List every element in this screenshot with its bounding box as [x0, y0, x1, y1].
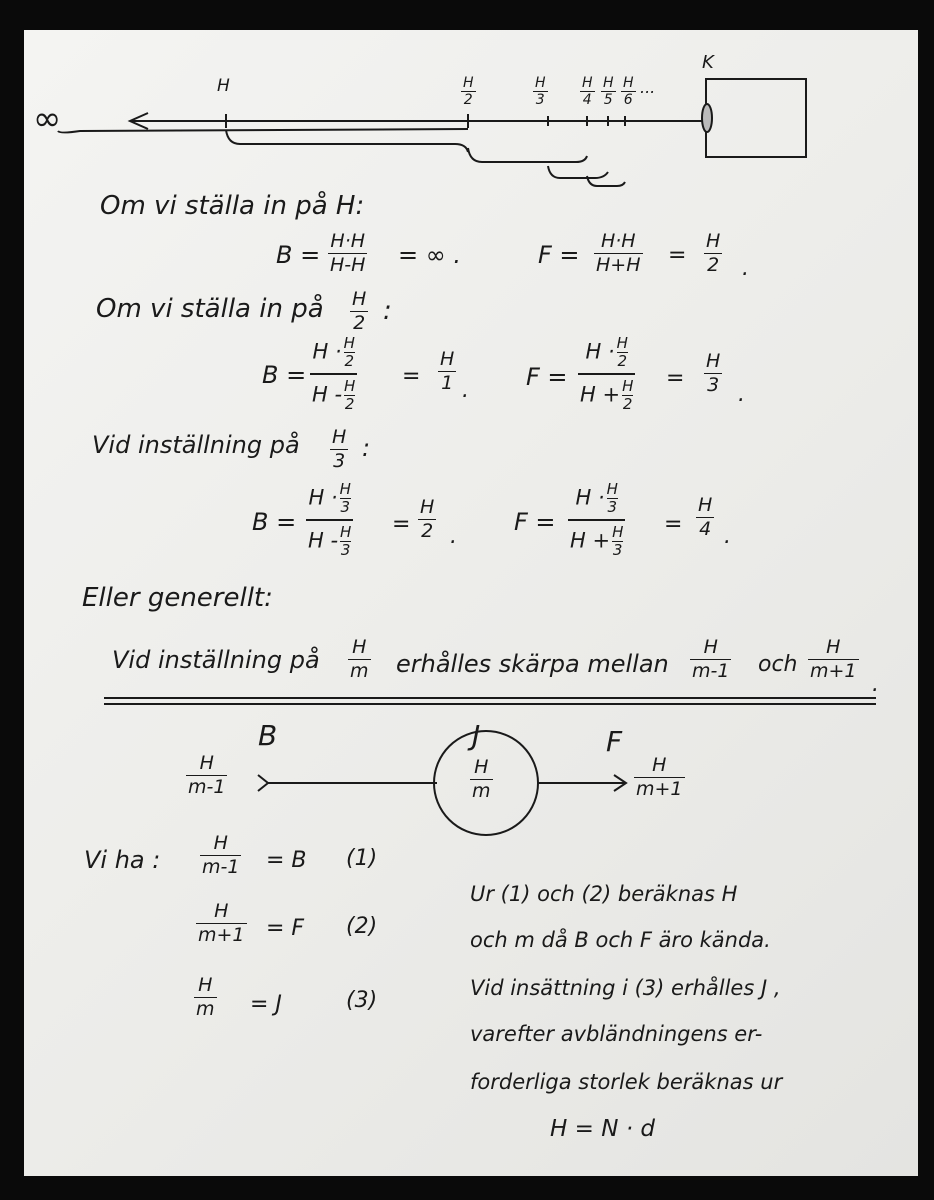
- nested-num: H: [343, 334, 355, 352]
- case-h3-f-result: [696, 496, 714, 539]
- denominator-text: H -: [312, 382, 343, 407]
- nested-fraction: [340, 482, 351, 515]
- fraction-numerator: H: [474, 756, 489, 778]
- nested-num: H: [340, 523, 352, 541]
- case-h3-f-lhs: F =: [514, 508, 556, 536]
- nested-num: H: [622, 377, 634, 395]
- diagram-label-f: F: [606, 725, 623, 758]
- nested-num: H: [606, 480, 618, 498]
- tick-label-h: [217, 78, 230, 95]
- fraction-denominator: 1: [441, 372, 454, 394]
- fraction-numerator: [306, 482, 352, 515]
- case-h-f-result: [704, 232, 722, 275]
- tick-label-h3-den: 3: [535, 92, 545, 108]
- tick-label-h2-den: 2: [463, 92, 473, 108]
- nested-den: 3: [340, 498, 350, 516]
- general-fraction-h-m-plus-1: [808, 638, 859, 681]
- equation-1-fraction: [200, 834, 241, 877]
- tick-label-h5: [601, 76, 616, 107]
- case-h3-f-eq: =: [664, 512, 683, 537]
- nested-num: H: [344, 377, 356, 395]
- fraction-denominator: [568, 525, 625, 558]
- case-h-f-eq: =: [668, 243, 687, 268]
- diagram-label-j: J: [472, 719, 481, 752]
- fraction-denominator: H-H: [330, 254, 366, 276]
- fraction-denominator: m: [350, 660, 369, 682]
- tick-label-h5-num: H: [603, 75, 614, 91]
- infinity-label: ∞: [33, 99, 62, 139]
- nested-fraction: [612, 525, 623, 558]
- fraction-numerator: H: [213, 832, 228, 854]
- numerator-text: H ·: [575, 485, 605, 510]
- explanation-line-2: och m då B och F äro kända.: [470, 928, 771, 952]
- equation-3-ref: (3): [346, 988, 378, 1013]
- fraction-denominator: m+1: [810, 660, 857, 682]
- fraction-numerator: H: [332, 426, 347, 448]
- case-h2-heading: Om vi ställa in på: [96, 294, 324, 324]
- fraction-bar: [306, 519, 353, 521]
- fraction-numerator: H: [420, 496, 435, 518]
- fraction-denominator: m-1: [692, 660, 730, 682]
- fraction-numerator: H: [826, 636, 841, 658]
- explanation-line-1: Ur (1) och (2) beräknas H: [470, 882, 738, 906]
- bracket-1: [226, 130, 468, 152]
- explanation-line-4: varefter avbländningens er-: [470, 1022, 763, 1046]
- tick-label-h-num: H: [217, 76, 230, 96]
- case-h3-b-eq: =: [392, 512, 411, 537]
- case-h3-f-end: .: [724, 524, 731, 549]
- nested-num: H: [616, 334, 628, 352]
- denominator-text: H +: [570, 528, 611, 553]
- nested-den: 2: [344, 395, 355, 413]
- fraction-denominator: 4: [699, 518, 712, 540]
- fraction-denominator: H+H: [596, 254, 641, 276]
- denominator-text: H +: [580, 382, 621, 407]
- fraction-denominator: 2: [353, 312, 366, 334]
- fraction-denominator: m+1: [636, 778, 683, 800]
- equation-2-rhs: = F: [266, 916, 305, 941]
- case-h-b-fraction: [328, 232, 367, 275]
- fraction-denominator: [306, 525, 353, 558]
- numerator-text: H ·: [585, 339, 615, 364]
- fraction-numerator: H·H: [330, 230, 366, 252]
- case-h3-b-fraction: [306, 482, 353, 558]
- explanation-line-5: forderliga storlek beräknas ur: [470, 1070, 783, 1094]
- nested-fraction: [340, 525, 351, 558]
- case-h3-heading: Vid inställning på: [92, 431, 300, 459]
- case-h2-f-end: .: [738, 382, 745, 407]
- fraction-denominator: [310, 379, 357, 412]
- fraction-numerator: H: [440, 348, 455, 370]
- case-h3-b-result: [418, 498, 436, 541]
- fraction-denominator: m-1: [188, 776, 226, 798]
- case-h-f-end: .: [742, 256, 749, 281]
- tick-label-h5-den: 5: [603, 92, 613, 108]
- fraction-bar: [578, 373, 635, 375]
- fraction-bar: [568, 519, 625, 521]
- diagram-left-fraction: [186, 754, 227, 797]
- nested-num: H: [339, 480, 351, 498]
- diagram-right-fraction: [634, 756, 685, 799]
- bracket-2: [468, 148, 587, 162]
- case-h3-b-end: .: [450, 524, 457, 549]
- case-h-b-lhs: B =: [276, 241, 321, 269]
- case-h2-heading-fraction: [350, 290, 368, 333]
- infinity-extension: [58, 129, 468, 133]
- camera-box: [706, 79, 806, 157]
- tick-label-h6-num: H: [623, 75, 634, 91]
- fraction-denominator: 2: [707, 254, 720, 276]
- fraction-numerator: H: [706, 350, 721, 372]
- numerator-text: H ·: [312, 339, 342, 364]
- tick-label-h2-num: H: [463, 75, 474, 91]
- case-h2-f-result: [704, 352, 722, 395]
- equation-1-ref: (1): [346, 846, 378, 871]
- case-h2-heading-end: :: [383, 296, 392, 326]
- nested-fraction: [344, 379, 355, 412]
- fraction-numerator: [583, 336, 629, 369]
- diagram-label-b: B: [258, 719, 278, 752]
- general-end: .: [872, 672, 879, 697]
- bracket-3: [548, 166, 608, 178]
- fraction-denominator: m-1: [202, 856, 240, 878]
- fraction-bar: [310, 373, 357, 375]
- fraction-denominator: 2: [421, 520, 434, 542]
- case-h-f-fraction: [594, 232, 643, 275]
- fraction-numerator: H·H: [600, 230, 636, 252]
- tick-label-h4-num: H: [582, 75, 593, 91]
- fraction-denominator: [578, 379, 635, 412]
- case-h2-b-fraction: [310, 336, 357, 412]
- general-heading: Eller generellt:: [82, 583, 273, 613]
- diagram-center-fraction: [470, 758, 493, 801]
- nested-den: 3: [340, 541, 351, 559]
- fraction-numerator: H: [703, 636, 718, 658]
- fraction-numerator: H: [199, 752, 214, 774]
- nested-den: 2: [622, 395, 633, 413]
- general-fraction-h-m-minus-1: [690, 638, 731, 681]
- fraction-numerator: H: [652, 754, 667, 776]
- case-h3-heading-end: :: [362, 434, 371, 462]
- case-h-b-result: = ∞ .: [398, 241, 461, 269]
- nested-fraction: [622, 379, 633, 412]
- incoming-ray: [258, 775, 268, 791]
- equation-3-rhs: = J: [250, 992, 282, 1017]
- fraction-numerator: [573, 482, 619, 515]
- tick-label-h4: [580, 76, 595, 107]
- tick-label-h6-den: 6: [623, 92, 633, 108]
- equation-2-ref: (2): [346, 914, 378, 939]
- general-sentence-c: och: [758, 652, 798, 677]
- camera-lens: [702, 104, 712, 132]
- fraction-numerator: H: [198, 974, 213, 996]
- case-h3-b-lhs: B =: [252, 508, 297, 536]
- tick-label-h2: [461, 76, 476, 107]
- fraction-denominator: m: [196, 998, 215, 1020]
- case-h2-b-lhs: B =: [262, 361, 307, 389]
- numerator-text: H ·: [308, 485, 338, 510]
- case-h2-b-end: .: [462, 378, 469, 403]
- fraction-numerator: H: [698, 494, 713, 516]
- explanation-line-3: Vid insättning i (3) erhålles J ,: [470, 976, 781, 1000]
- nested-den: 2: [617, 352, 628, 370]
- general-sentence-a: Vid inställning på: [112, 646, 320, 674]
- camera-label: K: [702, 52, 714, 73]
- case-h-f-lhs: F =: [538, 241, 580, 269]
- nested-fraction: [607, 482, 618, 515]
- general-fraction-h-m: [348, 638, 371, 681]
- fraction-denominator: 3: [707, 374, 720, 396]
- fraction-numerator: H: [214, 900, 229, 922]
- fraction-numerator: H: [352, 288, 367, 310]
- nested-den: 2: [344, 352, 354, 370]
- equation-3-fraction: [194, 976, 217, 1019]
- case-h2-f-fraction: [578, 336, 635, 412]
- nested-den: 3: [607, 498, 618, 516]
- nested-num: H: [612, 523, 624, 541]
- denominator-text: H -: [308, 528, 339, 553]
- nested-fraction: [617, 336, 628, 369]
- equation-1-rhs: = B: [266, 848, 307, 873]
- tick-label-h3: [533, 76, 548, 107]
- case-h2-b-eq: =: [402, 364, 421, 389]
- fraction-denominator: m+1: [198, 924, 245, 946]
- general-sentence-b: erhålles skärpa mellan: [396, 650, 669, 678]
- fraction-numerator: [310, 336, 356, 369]
- fraction-denominator: m: [472, 780, 491, 802]
- equations-intro: Vi ha :: [84, 846, 161, 874]
- case-h3-heading-fraction: [330, 428, 348, 471]
- tick-label-h6: [621, 76, 636, 107]
- tick-label-h3-num: H: [535, 75, 546, 91]
- tick-label-h4-den: 4: [582, 92, 592, 108]
- case-h3-f-fraction: [568, 482, 625, 558]
- nested-den: 3: [612, 541, 623, 559]
- case-h-heading: Om vi ställa in på H:: [100, 191, 365, 221]
- nested-fraction: [344, 336, 355, 369]
- case-h2-b-result: [438, 350, 456, 393]
- equation-2-fraction: [196, 902, 247, 945]
- case-h2-f-lhs: F =: [526, 363, 568, 391]
- tick-ellipsis: ...: [640, 78, 656, 97]
- case-h2-f-eq: =: [666, 366, 685, 391]
- explanation-formula: H = N · d: [550, 1116, 655, 1142]
- fraction-denominator: 3: [333, 450, 346, 472]
- fraction-numerator: H: [706, 230, 721, 252]
- fraction-numerator: H: [352, 636, 367, 658]
